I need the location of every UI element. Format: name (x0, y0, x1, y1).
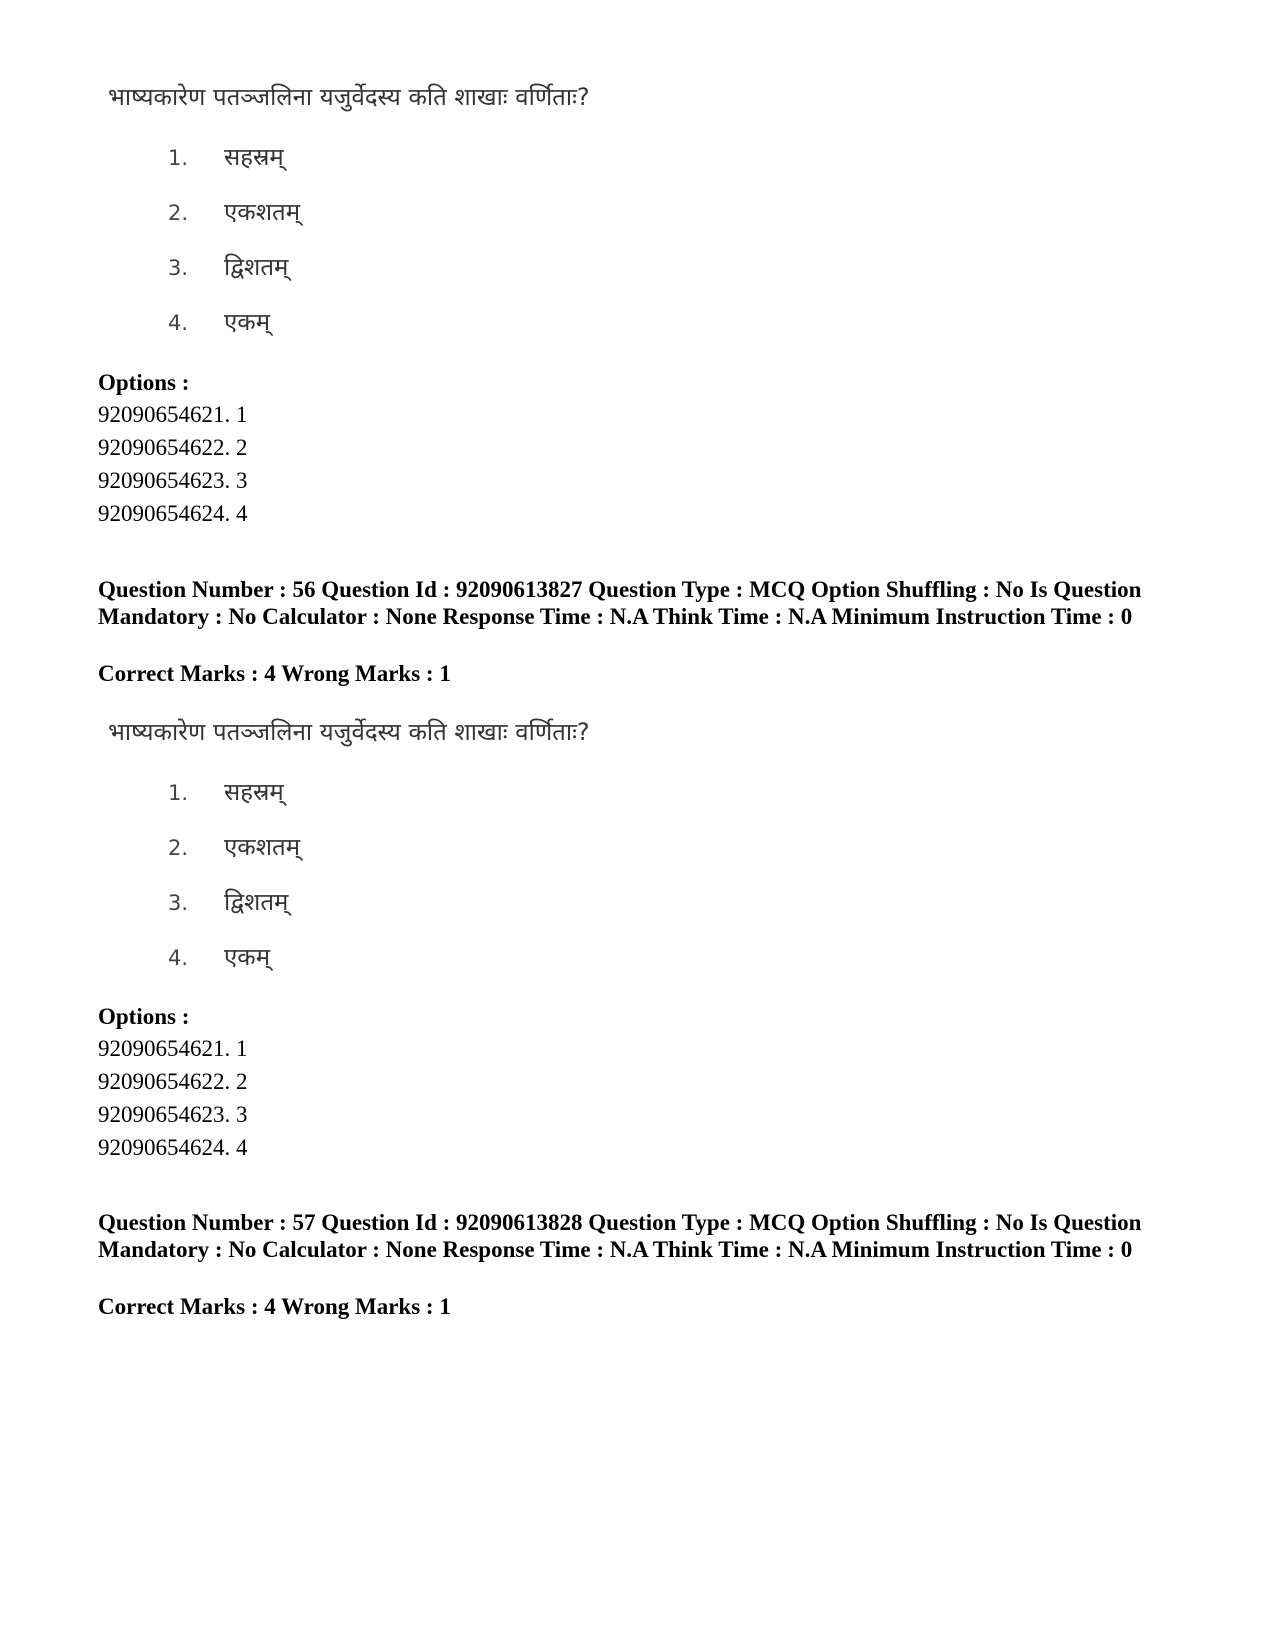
option-line: 92090654624. 4 (98, 501, 248, 526)
choice-3 (168, 250, 288, 283)
choice-number: 3. (168, 891, 189, 915)
choice-number: 3. (168, 256, 189, 280)
choice-1 (168, 775, 284, 808)
choice-text: सहस्रम् (224, 143, 284, 171)
choice-number: 1. (168, 146, 189, 170)
question-marks-57: Correct Marks : 4 Wrong Marks : 1 (98, 1294, 451, 1319)
choice-1 (168, 140, 284, 173)
options-heading: Options : (98, 370, 190, 395)
choice-4 (168, 305, 270, 338)
question-meta-56: Question Number : 56 Question Id : 92090613827 Question Type : MCQ Option Shuffling : No Is Question Mandatory : No Calculator : None Response Time : N.A Think Time : N.A Minimum Instruction Time : 0 (98, 577, 1142, 629)
option-line: 92090654623. 3 (98, 1102, 248, 1127)
choice-number: 2. (168, 836, 189, 860)
choice-number: 4. (168, 311, 189, 335)
choice-text: एकम् (224, 308, 271, 336)
choice-2 (168, 830, 300, 863)
choice-text: एकशतम् (224, 833, 301, 861)
choice-3 (168, 885, 288, 918)
option-line: 92090654622. 2 (98, 1069, 248, 1094)
question-meta-57: Question Number : 57 Question Id : 92090613828 Question Type : MCQ Option Shuffling : No Is Question Mandatory : No Calculator : None Response Time : N.A Think Time : N.A Minimum Instruction Time : 0 (98, 1210, 1142, 1262)
choice-text: एकम् (224, 943, 271, 971)
choice-text: द्विशतम् (224, 888, 289, 916)
choice-number: 4. (168, 946, 189, 970)
choice-number: 2. (168, 201, 189, 225)
option-line: 92090654623. 3 (98, 468, 248, 493)
choice-text: द्विशतम् (224, 253, 289, 281)
options-heading: Options : (98, 1004, 190, 1029)
question-text: भाष्यकारेण पतञ्जलिना यजुर्वेदस्य कति शाखाः वर्णिताः? (108, 83, 590, 111)
choice-text: एकशतम् (224, 198, 301, 226)
question-marks-56: Correct Marks : 4 Wrong Marks : 1 (98, 661, 451, 686)
choice-4 (168, 940, 270, 973)
question-text: भाष्यकारेण पतञ्जलिना यजुर्वेदस्य कति शाखाः वर्णिताः? (108, 718, 590, 746)
choice-2 (168, 195, 300, 228)
choice-text: सहस्रम् (224, 778, 284, 806)
option-line: 92090654621. 1 (98, 402, 248, 427)
option-line: 92090654622. 2 (98, 435, 248, 460)
option-line: 92090654624. 4 (98, 1135, 248, 1160)
option-line: 92090654621. 1 (98, 1036, 248, 1061)
choice-number: 1. (168, 781, 189, 805)
